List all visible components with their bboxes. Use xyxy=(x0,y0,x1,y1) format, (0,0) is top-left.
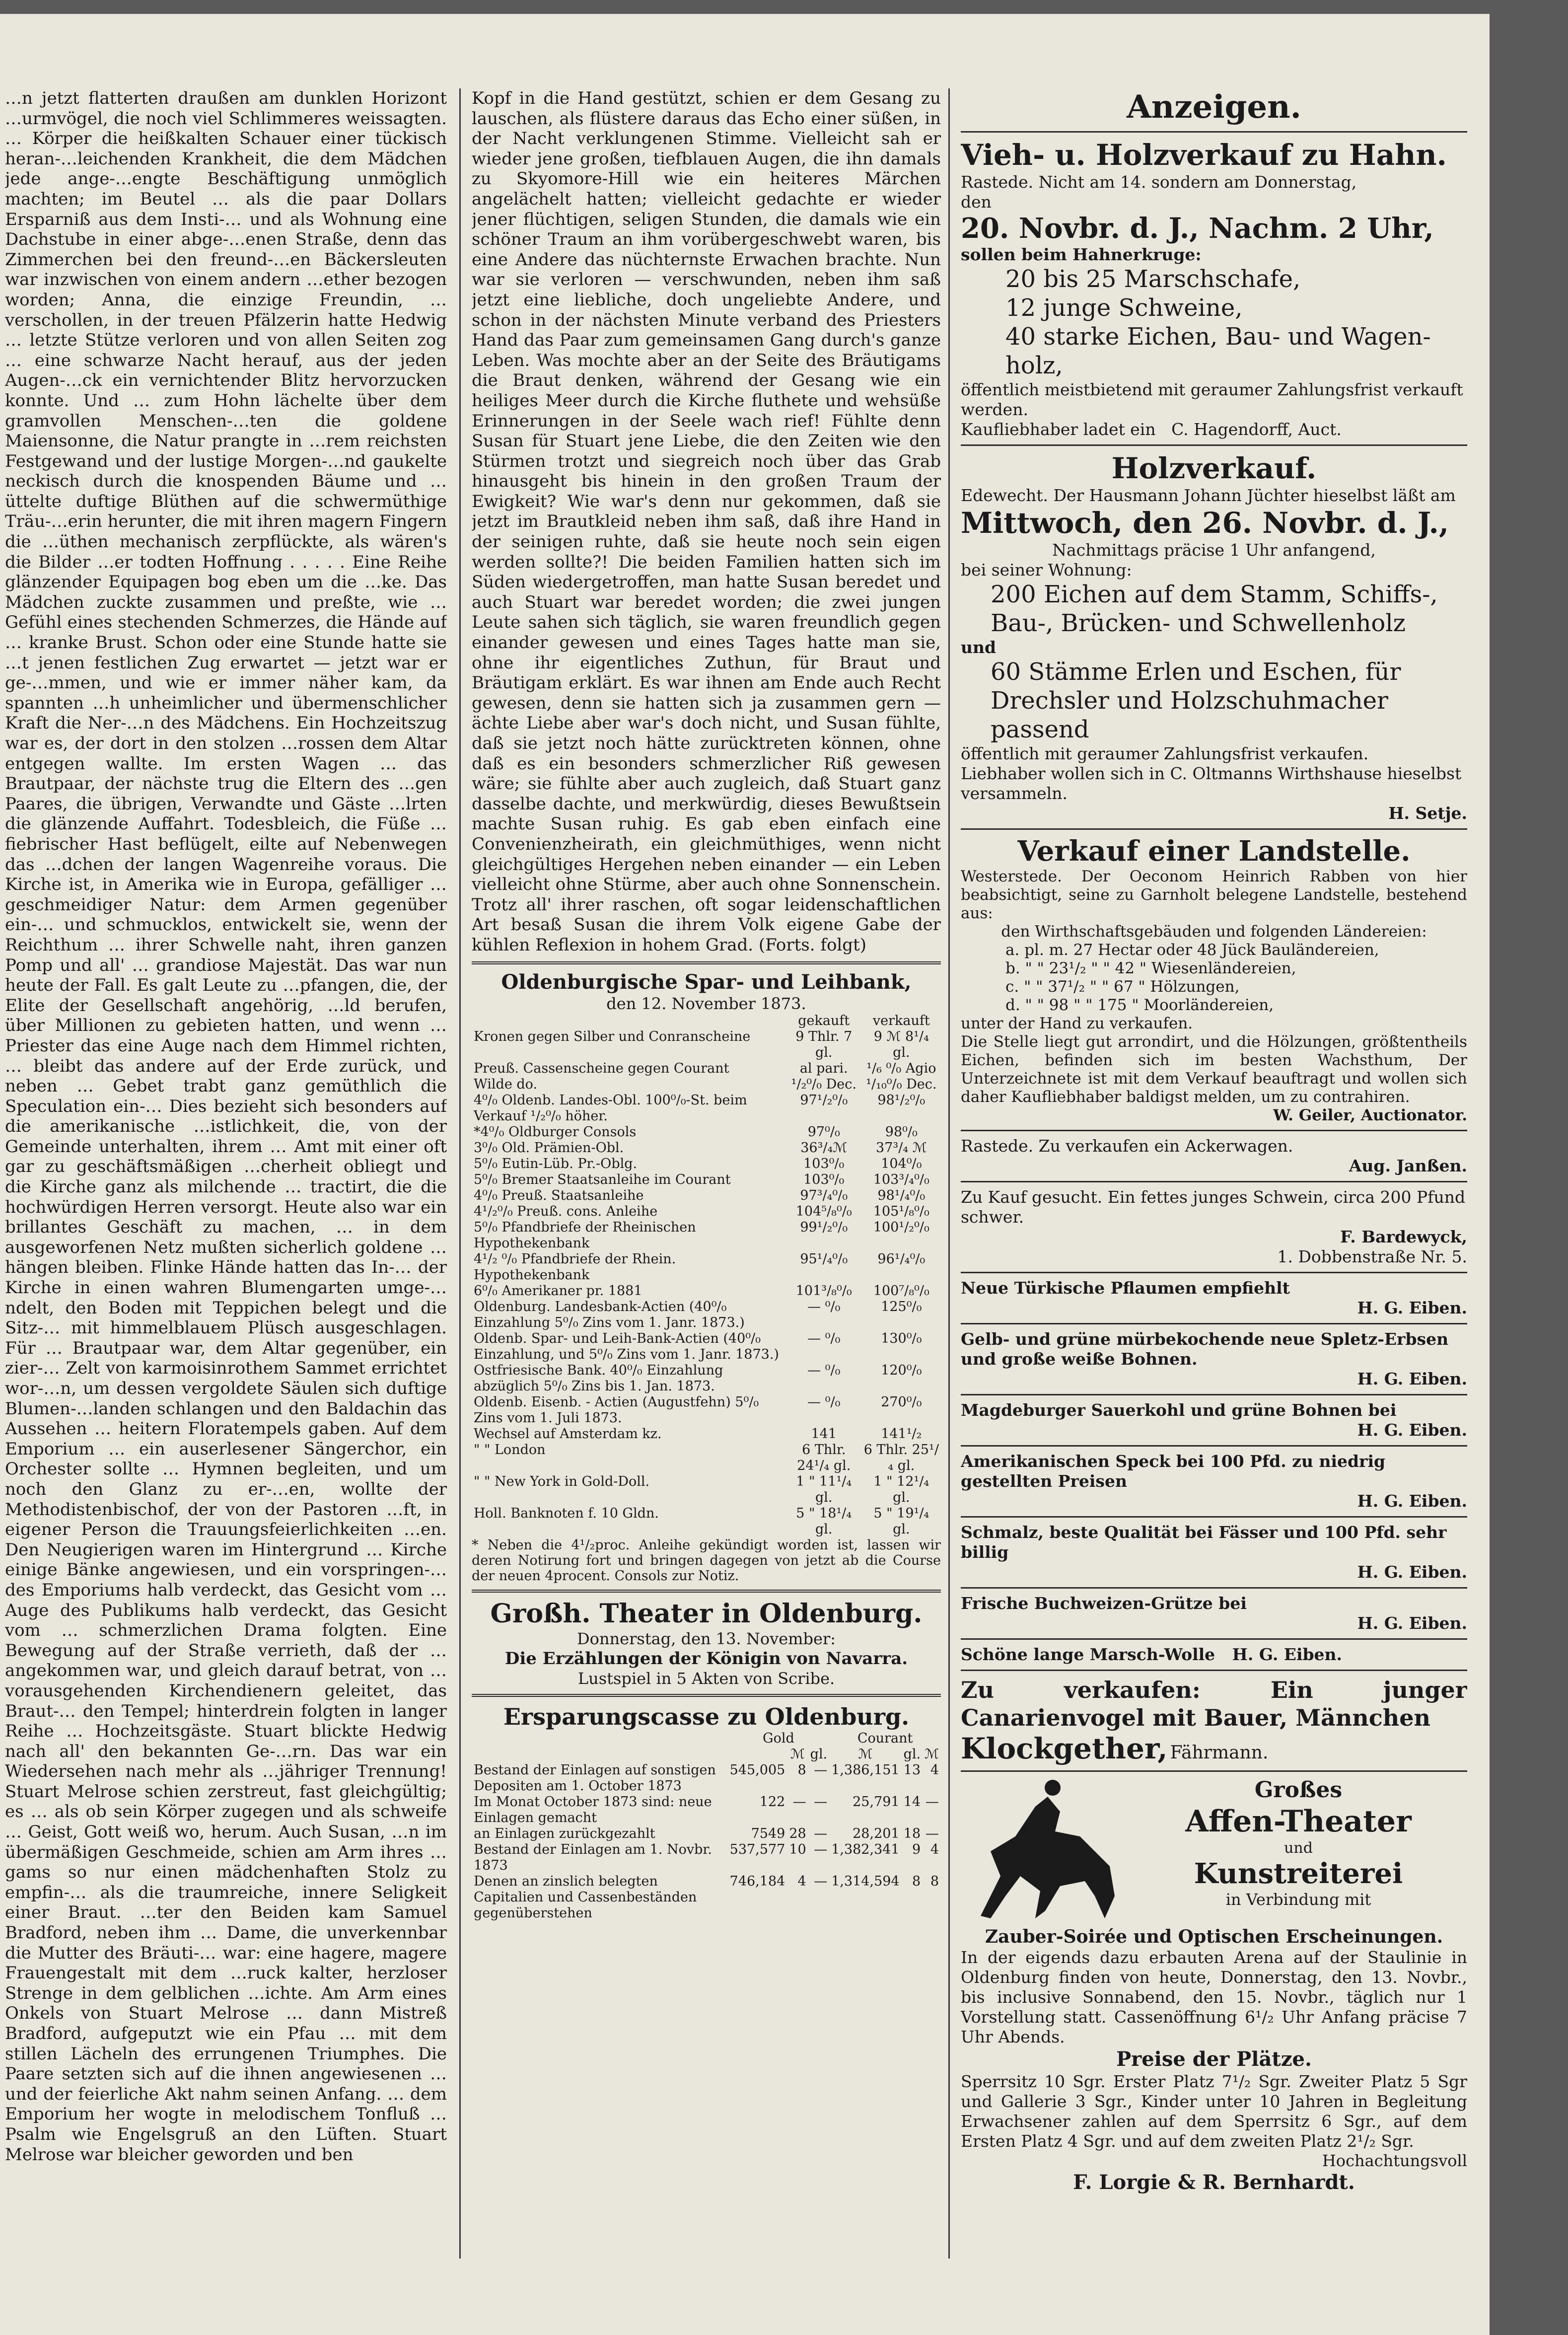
savings-value: — xyxy=(926,1825,939,1841)
column-rule xyxy=(459,88,461,2259)
ad3-title: Verkauf einer Landstelle. xyxy=(1017,835,1411,868)
divider xyxy=(961,1638,1467,1640)
bank-security: 4¹/₂⁰/₀ Preuß. cons. Anleihe xyxy=(474,1203,658,1219)
ad11-sign: H. G. Eiben. xyxy=(1357,1613,1467,1633)
ad13-sign: Fährmann. xyxy=(1170,1743,1269,1763)
bank-security: " " New York in Gold-Doll. xyxy=(474,1473,650,1489)
bank-bought: al pari. xyxy=(799,1060,848,1076)
bank-security: Wechsel auf Amsterdam kz. xyxy=(474,1426,662,1442)
ad13-text: Zu verkaufen: Ein junger Canarienvogel mit Bauer, Männchen xyxy=(961,1677,1467,1731)
ad-vieh-holz xyxy=(961,138,1467,439)
savings-label: Im Monat October 1873 sind: neue Einlagen gemacht xyxy=(474,1794,712,1825)
ad14-prices: Preise der Plätze. xyxy=(1116,2047,1312,2071)
bank-row xyxy=(472,1474,941,1506)
bank-table xyxy=(472,1013,941,1537)
ad14-t4: Kunstreiterei xyxy=(1194,1857,1403,1890)
savings-row xyxy=(472,1874,941,1921)
story-text-continued: Kopf in die Hand gestützt, schien er dem Gesang zu lauschen, als flüstere daraus das Echo einer süßen, in der Nacht verklungenen Stimme. Vielleicht sah er wieder jene großen, tiefblauen Augen, die ihn damals zu Skyomore-Hill wie ein heiteres Märchen angelächelt hatten; vielleicht gedachte er wieder jener flüchtigen, seligen Stunden, die damals wie ein schöner Traum an ihm vorübergeschwebt waren, bis eine Andere das nüchternste Erwachen brachte. Nun war sie verloren — verschwunden, neben ihm saß jetzt eine liebliche, doch ungeliebte Andere, und schon in der nächsten Minute verband des Priesters Hand das Paar zum gemeinsamen Gang durch's ganze Leben. Was mochte aber an der Seite des Bräutigams die Braut denken, während der Gesang wie ein heiliges Meer durch die Kirche fluthete und wehsüße Erinnerungen in der Seele wach rief! Fühlte denn Susan für Stuart jene Liebe, die den Zeiten wie den Stürmen trotzt und siegreich noch über das Grab hinausgeht bis hinein in den großen Traum der Ewigkeit? Wie war's denn nur gekommen, daß sie jetzt im Brautkleid neben ihm saß, daß ihre Hand in der seinigen ruhte, daß sie heute noch sein eigen werden sollte?! Die beiden Familien hatten sich im Süden wiedergetroffen, man hatte Susan beredet und auch Stuart war beredet worden; die zwei jungen Leute sahen sich täglich, sie waren freundlich gegen einander gewesen und eines Tages hatte man sie, ohne ihr eigentliches Zuthun, für Braut und Bräutigam erklärt. Es war ihnen am Ende auch Recht gewesen, denn sie hatten sich ja zusammen gern — ächte Liebe aber war's doch nicht, und Susan fühlte, daß sie jetzt noch hätte zurücktreten können, ohne daß es ein besonders schmerzlicher Riß gewesen wäre; sie fühlte aber auch zugleich, daß Stuart ganz dasselbe dachte, und merkwürdig, dieses Bewußtsein machte Susan ruhig. Es gab eben einfach eine Convenienzheirath, ein gleichmüthiges, wenn nicht gleichgültiges Hergehen neben einander — ein Leben vielleicht ohne Stürme, aber auch ohne Sonnenschein. Trotz all' ihrer raschen, oft sogar leidenschaftlichen Art besaß Susan die ihrem Volk eigene Gabe der kühlen Reflexion in hohem Grad. (Forts. folgt) xyxy=(472,88,941,955)
divider xyxy=(961,1323,1467,1324)
ad5-text: Zu Kauf gesucht. Ein fettes junges Schwein, circa 200 Pfund schwer. xyxy=(961,1187,1466,1227)
ad2-line: bei seiner Wohnung: xyxy=(961,560,1132,580)
savings-header-row xyxy=(472,1731,941,1747)
bank-row xyxy=(472,1283,941,1299)
bank-row xyxy=(472,1093,941,1124)
bank-title: Oldenburgische Spar- und Leihbank, xyxy=(501,970,912,994)
savings-bank xyxy=(472,1703,941,1921)
bank-bought: 97³/₄⁰/₀ xyxy=(800,1187,848,1203)
divider xyxy=(961,444,1467,446)
savings-value: 4 xyxy=(797,1873,806,1889)
column-rule xyxy=(948,88,950,2259)
bank-bought: 104⁵/₈⁰/₀ xyxy=(795,1203,852,1219)
bank-sold: 105¹/₈⁰/₀ xyxy=(873,1203,929,1219)
savings-value: — xyxy=(814,1794,828,1810)
savings-value: 4 xyxy=(930,1841,939,1857)
savings-value: 545,005 xyxy=(729,1762,785,1778)
ad1-item: 20 bis 25 Marschschafe, xyxy=(1005,265,1301,293)
divider xyxy=(961,1770,1467,1772)
ads-header: Anzeigen. xyxy=(1127,88,1301,126)
savings-value: 7549 xyxy=(751,1825,785,1841)
ad10-text: Schmalz, beste Qualität bei Fässer und 100 Pfd. sehr billig xyxy=(961,1523,1447,1562)
savings-value: 28 xyxy=(789,1825,806,1841)
bank-bought: 99¹/₂⁰/₀ xyxy=(800,1219,848,1235)
savings-value: 537,577 xyxy=(729,1841,785,1857)
divider xyxy=(961,1130,1467,1131)
col-sold: verkauft xyxy=(872,1013,930,1028)
bank-sold: 120⁰/₀ xyxy=(881,1362,922,1378)
ad-landstelle xyxy=(961,835,1467,1125)
savings-row xyxy=(472,1826,941,1842)
ad2-line: Liebhaber wollen sich in C. Oltmanns Wirthshause hieselbst versammeln. xyxy=(961,764,1462,803)
ad3-item: b. " " 23¹/₂ " " 42 " Wiesenländereien, xyxy=(1005,959,1296,977)
col-bought: gekauft xyxy=(798,1013,850,1028)
savings-row xyxy=(472,1762,941,1794)
savings-value: 9 xyxy=(912,1841,921,1857)
bank-row xyxy=(472,1299,941,1331)
bank-row xyxy=(472,1124,941,1140)
bank-row xyxy=(472,1029,941,1061)
savings-row xyxy=(472,1794,941,1826)
ad14-hoch: Hochachtungsvoll xyxy=(1322,2151,1467,2170)
ad-erbsen xyxy=(961,1329,1467,1389)
bank-security: Preuß. Cassenscheine gegen Courant xyxy=(474,1060,729,1076)
ad14-t2: Affen-Theater xyxy=(1185,1804,1412,1839)
bank-security: Holl. Banknoten f. 10 Gldn. xyxy=(474,1505,659,1521)
ad3-item: c. " " 37¹/₂ " " 67 " Hölzungen, xyxy=(1005,978,1240,996)
divider xyxy=(961,1272,1467,1273)
bank-bought: — ⁰/₀ xyxy=(807,1394,841,1410)
ad1-line: Kaufliebhaber ladet ein xyxy=(961,420,1156,439)
bank-row xyxy=(472,1251,941,1283)
bank-sold: 100¹/₂⁰/₀ xyxy=(873,1219,929,1235)
ad2-line: Nachmittags präcise 1 Uhr anfangend, xyxy=(1052,540,1376,560)
ad3-item: d. " " 98 " " 175 " Moorländereien, xyxy=(1005,996,1274,1014)
bank-bought: ¹/₂⁰/₀ Dec. xyxy=(791,1076,856,1092)
bank-date: den 12. November 1873. xyxy=(606,994,806,1013)
bank-bought: 36³/₄ℳ xyxy=(800,1140,848,1156)
bank-bought: — ⁰/₀ xyxy=(807,1299,841,1314)
savings-value: 18 xyxy=(903,1825,921,1841)
ad-holzverkauf xyxy=(961,451,1467,823)
savings-value: — xyxy=(814,1762,828,1778)
bank-sold: 96¹/₄⁰/₀ xyxy=(877,1251,926,1267)
ad11-text: Frische Buchweizen-Grütze bei xyxy=(961,1594,1247,1613)
ad8-sign: H. G. Eiben. xyxy=(1357,1420,1467,1440)
ad-pflaumen xyxy=(961,1278,1467,1318)
savings-units-row: ℳ gl. ℳ gl. ℳ xyxy=(790,1746,939,1762)
ad4-text: Rastede. Zu verkaufen ein Ackerwagen. xyxy=(961,1136,1293,1156)
bank-security: 5⁰/₀ Pfandbriefe der Rheinischen Hypothekenbank xyxy=(474,1219,696,1251)
column-middle xyxy=(472,88,941,2259)
savings-title: Ersparungscasse zu Oldenburg. xyxy=(503,1703,910,1730)
ad-speck xyxy=(961,1452,1467,1511)
bank-security: " " London xyxy=(474,1442,546,1458)
savings-label: Bestand der Einlagen am 1. Novbr. 1873 xyxy=(474,1841,712,1873)
ad4-sign: Aug. Janßen. xyxy=(1349,1156,1467,1175)
bank-security: 4⁰/₀ Preuß. Staatsanleihe xyxy=(474,1187,644,1203)
ad14-t5: in Verbindung mit xyxy=(1225,1890,1371,1909)
column-story-left xyxy=(5,88,447,2259)
bank-security: 6⁰/₀ Amerikaner pr. 1881 xyxy=(474,1283,642,1299)
ad-kanarienvogel xyxy=(961,1676,1467,1765)
savings-label: Bestand der Einlagen auf sonstigen Depositen am 1. October 1873 xyxy=(474,1762,716,1794)
savings-value: — xyxy=(792,1794,806,1810)
ad5-addr: 1. Dobbenstraße Nr. 5. xyxy=(1277,1247,1467,1266)
savings-value: 1,386,151 xyxy=(831,1762,900,1778)
bank-bought: — ⁰/₀ xyxy=(807,1330,841,1346)
bank-bought: 103⁰/₀ xyxy=(803,1156,845,1171)
bank-sold: 141¹/₂ xyxy=(881,1426,922,1442)
ad2-date: Mittwoch, den 26. Novbr. d. J., xyxy=(961,506,1449,540)
savings-label: Denen an zinslich belegten Capitalien und Cassenbeständen gegenüberstehen xyxy=(474,1873,697,1921)
bank-security: 3⁰/₀ Old. Prämien-Obl. xyxy=(474,1140,624,1156)
theater-title: Großh. Theater in Oldenburg. xyxy=(490,1598,923,1629)
savings-value: — xyxy=(926,1794,939,1810)
ad14-t1: Großes xyxy=(1254,1777,1343,1803)
divider xyxy=(472,961,941,964)
bank-row xyxy=(472,1061,941,1077)
savings-value: 8 xyxy=(797,1762,806,1778)
bank-security: *4⁰/₀ Oldburger Consols xyxy=(474,1124,637,1140)
ad-sauerkohl xyxy=(961,1400,1467,1440)
col-courant: Courant xyxy=(857,1730,913,1746)
ad6-text: Neue Türkische Pflaumen empfiehlt xyxy=(961,1278,1290,1298)
divider xyxy=(961,1587,1467,1589)
ad7-text: Gelb- und grüne mürbekochende neue Spletz-Erbsen und große weiße Bohnen. xyxy=(961,1329,1449,1369)
bank-security: 4¹/₂ ⁰/₀ Pfandbriefe der Rhein. Hypothekenbank xyxy=(474,1251,676,1283)
bank-sold: 5 " 19¹/₄ gl. xyxy=(873,1505,929,1537)
bank-sold: 130⁰/₀ xyxy=(881,1330,922,1346)
savings-value: 1,382,341 xyxy=(831,1841,900,1857)
story-text-left: …n jetzt flatterten draußen am dunklen Horizont …urmvögel, die noch viel Schlimmeres weissagten. … Körper die heißkalten Schauer einer tückisch heran-…leichenden Krankheit, die dem Mädchen jede ange-…engte Beschäftigung unmöglich machten; im Beutel … als die paar Dollars Ersparniß aus dem Insti-… und als Wohnung eine Dachstube in einer abge-…enen Straße, denn das Zimmerchen bei den freund-…en Bäckersleuten war inzwischen von einem andern …ether bezogen worden; Anna, die einzige Freundin, … verschollen, in der treuen Pfälzerin hatte Hedwig … letzte Stütze verloren und von allen Seiten zog … eine schwarze Nacht herauf, aus der jeden Augen-…ck ein vernichtender Blitz hervorzucken konnte. Und … zum Hohn lächelte über dem gramvollen Menschen-…ten die goldene Maiensonne, die Natur prangte in …rem reichsten Festgewand und der lustige Morgen-…nd gaukelte neckisch durch die knospenden Bäume und …üttelte duftige Blüthen auf die schwermüthige Träu-…erin herunter, die mit ihren magern Fingern die …üthen mechanisch zerpflückte, als wären's die Bilder …er todten Hoffnung . . . . . Eine Reihe glänzender Equipagen bog eben um die …ke. Das Mädchen zuckte zusammen und preßte, wie … Gefühl eines stechenden Schmerzes, die Hände auf … kranke Brust. Schon oder eine Stunde hatte sie …t jenen festlichen Zug erwartet — jetzt war er ge-…mmen, und wie er immer näher kam, da spannten …h unheimlicher und übermenschlicher Kraft die Ner-…n des Mädchens. Ein Hochzeitszug war es, der dort in den stolzen …rossen dem Altar entgegen wallte. Im ersten Wagen … das Brautpaar, der nächste trug die Eltern des …gen Paares, die übrigen, Verwandte und Gäste …lrten die glänzende Auffahrt. Todesbleich, die Füße … fiebrischer Hast beflügelt, eilte auf Nebenwegen das …dchen der langen Wagenreihe voraus. Die Kirche ist, in Amerika wie in Europa, gefälliger … geschmeidiger Natur: dem Armen gegenüber ein-… und schmucklos, entwickelt sie, wenn der Reichthum … ihrer Schwelle naht, ihren ganzen Pomp und all' … grandiose Majestät. Das war nun heute der Fall. Es galt Leute zu …pfangen, die, der Elite der Gesellschaft angehörig, …ld berufen, über Millionen zu gebieten hatten, und wenn … Priester das eine Auge nach dem Himmel richten, … bleibt das andere auf der Erde zurück, und neben … Gebet trabt ganz gemüthlich die Speculation ein-… Dies bezieht sich besonders auf die amerikanische …istlichkeit, die, von der Gemeinde unterhalten, ihrem … Amt mit einer oft gar zu geschäftsmäßigen …cherheit obliegt und die Kirche ganz als milchende … tractirt, die die hochwürdigen Herren versorgt. Heute also war ein brillantes Geschäft zu machen, … in dem ausgeworfenen Netz mußten sicherlich goldene … hängen bleiben. Flinke Hände hatten das In-… der Kirche in einen wahren Blumengarten umge-…ndelt, den Boden mit Teppichen belegt und die Sitz-… mit himmelblauem Plüsch ausgeschlagen. Für … Brautpaar war, dem Altar gegenüber, ein zier-… Zelt von karmoisinrothem Sammet errichtet wor-…n, um dessen vergoldete Säulen sich duftige Blumen-…landen schlangen und den Baldachin das Aussehen … heitern Floratempels gaben. Auf dem Emporium … ein auserlesener Sängerchor, ein Orchester sollte … Hymnen begleiten, und um noch den Glanz zu er-…en, wollte der Methodistenbischof, der von der Pastoren …ft, in eigener Person die Trauungsfeierlichkeiten …en. Den Neugierigen waren im Hintergrund … Kirche einige Bänke angewiesen, und ein vorspringen-… des Emporiums halb verdeckt, das Gesicht vom … Auge des Publikums halb verdeckt, das Gesicht vom … schmerzlichen Drama folgten. Eine Bewegung auf der Straße verrieth, daß der … angekommen war, und gleich darauf betrat, von … vorausgehenden Kirchendienern geleitet, das Braut-… den Tempel; hinterdrein folgten in langer Reihe … Hochzeitsgäste. Stuart blickte Hedwig nach all' den bekannten Ge-…rn. Das war ein Wiedersehen nach mehr als …jähriger Trennung! Stuart Melrose schien zerstreut, fast gleichgültig; es … als ob sein Körper zugegen und als schweife … Geist, Gott weiß wo, herum. Auch Susan, …n im übermäßigen Geschmeide, schien am Arm ihres …gams so nur einen mädchenhaften Stolz zu empfin-… als die traumreiche, innere Seligkeit einer Braut. …ter den Beiden kam Samuel Bradford, neben ihm … Dame, die unverkennbar die Mutter des Bräuti-… war: eine hagere, magere Frauengestalt mit dem …ruck kalter, herzloser Strenge in dem gelblichen …ichte. Am Arm eines Onkels von Stuart Melrose … dann Mistreß Bradford, aufgeputzt wie ein Pfau … mit dem stillen Lächeln des errungenen Triumphes. Die Paare setzten sich auf die ihnen angewiesenen … und der feierliche Akt nahm seinen Anfang. … dem Emporium her wogte in melodischem Tonfluß … Psalm wie Engelsgruß an den Lüften. Stuart Melrose war bleicher geworden und ben xyxy=(5,88,447,2165)
savings-value: 25,791 xyxy=(853,1794,900,1810)
bank-security: Oldenb. Spar- und Leih-Bank-Actien (40⁰/₀ Einzahlung, und 5⁰/₀ Zins vom 1. Janr. 1873.) xyxy=(474,1330,779,1362)
ad2-title: Holzverkauf. xyxy=(1111,451,1317,485)
savings-value: 10 xyxy=(789,1841,806,1857)
bank-row xyxy=(472,1156,941,1172)
divider xyxy=(961,1670,1467,1671)
bank-row xyxy=(472,1506,941,1537)
bank-bought: 103⁰/₀ xyxy=(803,1171,845,1187)
bank-header-row xyxy=(472,1013,941,1029)
bank-sold: ¹/₁₀⁰/₀ Dec. xyxy=(866,1076,937,1092)
theater-play: Die Erzählungen der Königin von Navarra. xyxy=(504,1648,908,1669)
ad1-line: den xyxy=(961,192,992,212)
ad12-sign: H. G. Eiben. xyxy=(1232,1645,1343,1664)
savings-label: an Einlagen zurückgezahlt xyxy=(474,1825,655,1841)
savings-value: 1,314,594 xyxy=(831,1873,900,1889)
savings-value: 122 xyxy=(759,1794,785,1810)
bank-sold: 98¹/₂⁰/₀ xyxy=(877,1092,926,1108)
bank-sold: 104⁰/₀ xyxy=(881,1156,922,1171)
bank-security: 5⁰/₀ Bremer Staatsanleihe im Courant xyxy=(474,1171,731,1187)
ad2-line: Edewecht. Der Hausmann Johann Jüchter hieselbst läßt am xyxy=(961,486,1456,505)
bank-security: 4⁰/₀ Oldenb. Landes-Obl. 100⁰/₀-St. beim Verkauf ¹/₂⁰/₀ höher. xyxy=(474,1092,747,1124)
bank-bought: — ⁰/₀ xyxy=(807,1362,841,1378)
column-ads xyxy=(961,88,1467,2259)
bank-rates xyxy=(472,970,941,1584)
bank-sold: 37³/₄ ℳ xyxy=(876,1140,927,1156)
ad1-line: öffentlich meistbietend mit geraumer Zahlungsfrist verkauft werden. xyxy=(961,380,1463,419)
bank-sold: 270⁰/₀ xyxy=(881,1394,922,1410)
bank-security: Wilde do. xyxy=(474,1076,538,1092)
ad5-sign: F. Bardewyck, xyxy=(1340,1227,1467,1246)
savings-value: — xyxy=(814,1873,828,1889)
bank-bought: 9 Thlr. 7 gl. xyxy=(795,1028,853,1060)
ad3-line: den Wirthschaftsgebäuden und folgenden Ländereien: xyxy=(1001,923,1427,941)
ad2-sign: H. Setje. xyxy=(1388,803,1467,823)
bank-note: * Neben die 4¹/₂proc. Anleihe gekündigt worden ist, lassen wir deren Notirung fort und bringen dagegen von jetzt ab die Course der neuen 4procent. Consols zur Notiz. xyxy=(472,1537,941,1584)
savings-value: — xyxy=(814,1841,828,1857)
savings-value: 8 xyxy=(912,1873,921,1889)
bank-sold: 1 " 12¹/₄ gl. xyxy=(873,1473,929,1505)
ad1-item: 40 starke Eichen, Bau- und Wagen- xyxy=(1005,323,1431,351)
ad2-line: öffentlich mit geraumer Zahlungsfrist verkaufen. xyxy=(961,744,1369,763)
ad14-t3: und xyxy=(1284,1839,1313,1857)
divider xyxy=(961,1394,1467,1395)
bank-bought: 95¹/₄⁰/₀ xyxy=(800,1251,848,1267)
savings-value: 14 xyxy=(903,1794,921,1810)
bank-row xyxy=(472,1188,941,1204)
bank-row xyxy=(472,1331,941,1363)
savings-value: 4 xyxy=(930,1762,939,1778)
bank-row xyxy=(472,1426,941,1442)
ad3-body: Westerstede. Der Oeconom Heinrich Rabben von hier beabsichtigt, seine zu Garnholt belegene Landstelle, bestehend aus: xyxy=(961,868,1467,922)
bank-bought: 1 " 11¹/₄ gl. xyxy=(796,1473,852,1505)
bank-row xyxy=(472,1172,941,1188)
ad7-sign: H. G. Eiben. xyxy=(1357,1369,1467,1388)
ad-wolle xyxy=(961,1645,1467,1665)
ad10-sign: H. G. Eiben. xyxy=(1357,1562,1467,1582)
ad13-name: Klockgether, xyxy=(961,1732,1168,1765)
bank-sold: 125⁰/₀ xyxy=(881,1299,922,1314)
ad1-sign: C. Hagendorff, Auct. xyxy=(1171,420,1342,439)
bank-row xyxy=(472,1220,941,1251)
bank-sold: ¹/₆ ⁰/₀ Agio xyxy=(866,1060,936,1076)
bank-row xyxy=(472,1204,941,1220)
bank-bought: 5 " 18¹/₄ gl. xyxy=(796,1505,852,1537)
ad14-body: In der eigends dazu erbauten Arena auf der Staulinie in Oldenburg finden von heute, Donnerstag, den 13. Novbr., bis inclusive Sonnabend, den 15. Novbr., täglich nur 1 Vorstellung statt. Cassenöffnung 6¹/₂ Uhr Anfang präcise 7 Uhr Abends. xyxy=(961,1948,1467,2046)
bank-bought: 6 Thlr. 24¹/₄ gl. xyxy=(797,1442,851,1473)
bank-sold: 6 Thlr. 25¹/₄ gl. xyxy=(863,1442,939,1473)
col-gold: Gold xyxy=(763,1730,794,1746)
bank-row xyxy=(472,1394,941,1426)
ad1-date: 20. Novbr. d. J., Nachm. 2 Uhr, xyxy=(961,212,1434,245)
savings-value: 28,201 xyxy=(853,1825,900,1841)
ad14-pbody: Sperrsitz 10 Sgr. Erster Platz 7¹/₂ Sgr. Zweiter Platz 5 Sgr und Gallerie 3 Sgr., Kinder unter 10 Jahren in Begleitung Erwachsener zahlen auf dem Sperrsitz 6 Sgr., auf dem Ersten Platz 4 Sgr. und auf dem zweiten Platz 2¹/₂ Sgr. xyxy=(961,2072,1467,2151)
ad3-line: unter der Hand zu verkaufen. xyxy=(961,1015,1193,1032)
ad1-item: 12 junge Schweine, xyxy=(1005,294,1243,322)
ad3-item: a. pl. m. 27 Hectar oder 48 Jück Bauländereien, xyxy=(1005,941,1379,959)
savings-value: 8 xyxy=(930,1873,939,1889)
ad9-sign: H. G. Eiben. xyxy=(1357,1491,1467,1511)
ad1-line: sollen beim Hahnerkruge: xyxy=(961,245,1202,264)
theater-date: Donnerstag, den 13. November: xyxy=(577,1629,836,1648)
ad6-sign: H. G. Eiben. xyxy=(1357,1298,1467,1317)
bank-sold: 9 ℳ 8¹/₄ gl. xyxy=(873,1028,929,1060)
bank-security: Oldenb. Eisenb. - Actien (Augustfehn) 5⁰/₀ Zins vom 1. Juli 1873. xyxy=(474,1394,759,1426)
ad-affentheater xyxy=(961,1777,1467,2195)
theater-sub: Lustspiel in 5 Akten von Scribe. xyxy=(577,1669,835,1688)
savings-table xyxy=(472,1731,941,1921)
ad9-text: Amerikanischen Speck bei 100 Pfd. zu niedrig gestellten Preisen xyxy=(961,1452,1386,1491)
bank-bought: 101³/₈⁰/₀ xyxy=(795,1283,852,1299)
savings-value: 746,184 xyxy=(729,1873,785,1889)
ad-ackerwagen xyxy=(961,1136,1467,1176)
ad-gruetze xyxy=(961,1594,1467,1633)
bank-sold: 103³/₄⁰/₀ xyxy=(873,1171,929,1187)
bank-row xyxy=(472,1140,941,1156)
ad-schwein xyxy=(961,1187,1467,1267)
bank-security: Kronen gegen Silber und Conranscheine xyxy=(474,1028,751,1044)
ad1-item: holz, xyxy=(1005,352,1063,379)
bank-row xyxy=(472,1363,941,1394)
ad1-title: Vieh- u. Holzverkauf zu Hahn. xyxy=(961,138,1447,172)
divider xyxy=(961,1516,1467,1518)
newspaper-page xyxy=(0,14,1490,2335)
ad12-text: Schöne lange Marsch-Wolle xyxy=(961,1645,1215,1664)
divider xyxy=(472,1694,941,1697)
divider xyxy=(961,1181,1467,1182)
bank-row xyxy=(472,1442,941,1474)
ad8-text: Magdeburger Sauerkohl und grüne Bohnen bei xyxy=(961,1400,1397,1420)
horse-rider-icon xyxy=(961,1777,1130,1926)
theater-ad xyxy=(472,1599,941,1688)
divider xyxy=(961,828,1467,830)
ad2-und: und xyxy=(961,638,997,657)
bank-row xyxy=(472,1077,941,1093)
savings-row xyxy=(472,1842,941,1874)
ad3-sign: W. Geiler, Auctionator. xyxy=(1273,1106,1467,1124)
bank-bought: 97¹/₂⁰/₀ xyxy=(800,1092,848,1108)
ad14-t6: Zauber-Soirée und Optischen Erscheinungen. xyxy=(985,1926,1443,1947)
bank-sold: 98⁰/₀ xyxy=(885,1124,918,1140)
divider xyxy=(472,1590,941,1593)
savings-value: — xyxy=(814,1825,828,1841)
ad3-line: Die Stelle liegt gut arrondirt, und die Hölzungen, größtentheils Eichen, befinden sich im besten Wachsthum, Der Unterzeichnete ist mit dem Verkauf beauftragt und wollen sich daher Kaufliebhaber baldigst melden, um zu contrahiren. xyxy=(961,1033,1467,1106)
bank-sold: 98¹/₄⁰/₀ xyxy=(877,1187,926,1203)
ad2-item: 200 Eichen auf dem Stamm, Schiffs-, Bau-, Brücken- und Schwellenholz xyxy=(991,581,1438,637)
ad2-item: 60 Stämme Erlen und Eschen, für Drechsler und Holzschuhmacher passend xyxy=(991,658,1401,743)
bank-security: 5⁰/₀ Eutin-Lüb. Pr.-Oblg. xyxy=(474,1156,638,1171)
bank-bought: 97⁰/₀ xyxy=(807,1124,840,1140)
divider xyxy=(961,131,1467,133)
ad1-line: Rastede. Nicht am 14. sondern am Donnerstag, xyxy=(961,172,1357,192)
savings-value: 13 xyxy=(903,1762,921,1778)
ad-schmalz xyxy=(961,1523,1467,1582)
bank-security: Ostfriesische Bank. 40⁰/₀ Einzahlung abzüglich 5⁰/₀ Zins bis 1. Jan. 1873. xyxy=(474,1362,723,1394)
bank-sold: 100⁷/₈⁰/₀ xyxy=(873,1283,929,1299)
bank-bought: 141 xyxy=(811,1426,837,1442)
ad14-sign: F. Lorgie & R. Bernhardt. xyxy=(1073,2171,1355,2194)
divider xyxy=(961,1445,1467,1447)
bank-security: Oldenburg. Landesbank-Actien (40⁰/₀ Einzahlung 5⁰/₀ Zins vom 1. Janr. 1873.) xyxy=(474,1299,745,1330)
